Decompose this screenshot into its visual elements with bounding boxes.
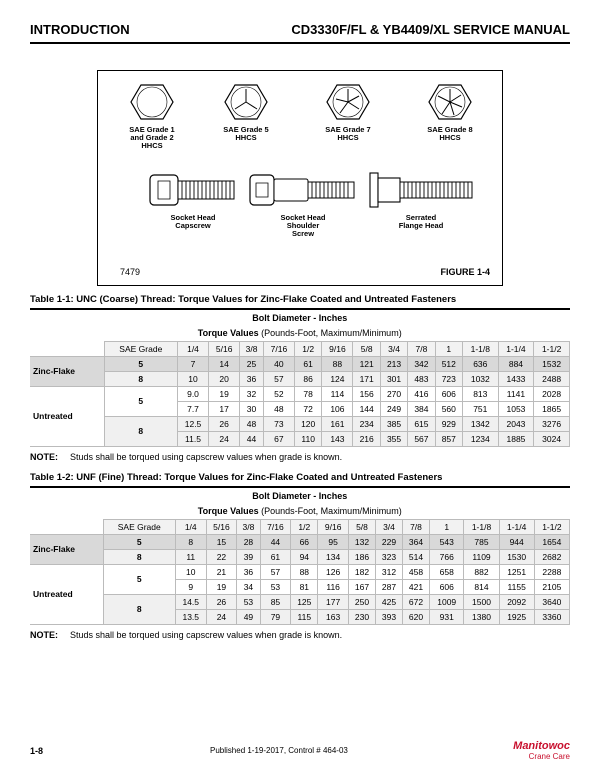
- torque-units: (Pounds-Foot, Maximum/Minimum): [258, 506, 402, 517]
- note-label: NOTE:: [30, 630, 58, 640]
- torque-cell: 2488: [534, 371, 570, 386]
- torque-cell: 44: [240, 431, 264, 446]
- torque-cell: 15: [206, 534, 237, 549]
- zinc-flake-row: [30, 534, 570, 549]
- torque-cell: 636: [462, 356, 498, 371]
- torque-cell: 161: [322, 416, 353, 431]
- torque-cell: 384: [408, 401, 435, 416]
- torque-cell: 121: [353, 356, 380, 371]
- torque-cell: 1032: [462, 371, 498, 386]
- untreated-row: [30, 564, 570, 579]
- torque-cell: 672: [403, 594, 430, 609]
- torque-cell: 1433: [498, 371, 534, 386]
- bolt-label: Socket Head Capscrew: [170, 213, 216, 230]
- size-header: 7/16: [260, 519, 291, 534]
- manual-title: CD3330F/FL & YB4409/XL SERVICE MANUAL: [291, 22, 570, 37]
- bolt-socket-head-capscrew: [148, 171, 238, 230]
- torque-cell: 216: [353, 431, 380, 446]
- size-header: 5/8: [353, 341, 380, 356]
- torque-cell: 751: [462, 401, 498, 416]
- torque-cell: 785: [464, 534, 499, 549]
- torque-cell: 48: [240, 416, 264, 431]
- torque-cell: 9: [175, 579, 206, 594]
- size-header: 5/16: [206, 519, 237, 534]
- torque-cell: 78: [294, 386, 321, 401]
- torque-cell: 543: [430, 534, 464, 549]
- size-header: 1: [435, 341, 462, 356]
- bolt-socket-head-shoulder-screw: [248, 171, 358, 238]
- torque-cell: 88: [291, 564, 318, 579]
- torque-cell: 52: [263, 386, 294, 401]
- torque-units: (Pounds-Foot, Maximum/Minimum): [258, 328, 402, 339]
- brand-name: Manitowoc: [513, 740, 570, 752]
- torque-cell: 355: [380, 431, 407, 446]
- figure-number: 7479: [120, 267, 141, 277]
- torque-cell: 61: [260, 549, 291, 564]
- torque-cell: 134: [318, 549, 349, 564]
- size-header: 7/8: [408, 341, 435, 356]
- torque-cell: 393: [376, 609, 403, 624]
- torque-cell: 81: [291, 579, 318, 594]
- socket-head-capscrew-icon: [148, 171, 238, 209]
- torque-cell: 115: [291, 609, 318, 624]
- grade-cell: 8: [104, 416, 177, 446]
- note-label: NOTE:: [30, 452, 58, 462]
- torque-cell: 20: [209, 371, 240, 386]
- torque-cell: 230: [349, 609, 376, 624]
- torque-cell: 1342: [462, 416, 498, 431]
- torque-values-caption: [30, 504, 570, 519]
- torque-cell: 120: [294, 416, 321, 431]
- torque-cell: 14: [209, 356, 240, 371]
- bolt-grade-8: [410, 83, 490, 142]
- torque-cell: 144: [353, 401, 380, 416]
- untreated-row: [30, 594, 570, 609]
- torque-values-row: [30, 504, 570, 519]
- torque-cell: 12.5: [177, 416, 208, 431]
- torque-cell: 615: [408, 416, 435, 431]
- size-header: 3/8: [237, 519, 260, 534]
- hex-bolt-grade-8-icon: [428, 83, 472, 121]
- torque-cell: 57: [260, 564, 291, 579]
- torque-cell: 94: [291, 549, 318, 564]
- torque-values-row: [30, 326, 570, 341]
- torque-cell: 61: [294, 356, 321, 371]
- torque-cell: 30: [240, 401, 264, 416]
- torque-cell: 270: [380, 386, 407, 401]
- torque-cell: 110: [294, 431, 321, 446]
- bolt-diameter-label: Bolt Diameter - Inches: [30, 309, 570, 326]
- torque-cell: 26: [206, 594, 237, 609]
- torque-cell: 813: [462, 386, 498, 401]
- bolt-diameter-row: [30, 309, 570, 326]
- torque-cell: 171: [353, 371, 380, 386]
- torque-cell: 606: [435, 386, 462, 401]
- torque-cell: 1530: [499, 549, 534, 564]
- bolt-label: SAE Grade 1 and Grade 2 HHCS: [129, 125, 175, 150]
- size-header: 1: [430, 519, 464, 534]
- torque-cell: 2092: [499, 594, 534, 609]
- torque-cell: 882: [464, 564, 499, 579]
- table1-unc-torque: [30, 308, 570, 447]
- torque-cell: 177: [318, 594, 349, 609]
- bolt-diameter-row: [30, 487, 570, 504]
- table2-note: [30, 630, 342, 640]
- size-header: 1-1/4: [499, 519, 534, 534]
- torque-cell: 28: [237, 534, 260, 549]
- table2-unf-torque: [30, 486, 570, 625]
- torque-cell: 1141: [498, 386, 534, 401]
- size-header: 9/16: [322, 341, 353, 356]
- torque-cell: 1925: [499, 609, 534, 624]
- hex-bolt-plain-icon: [130, 83, 174, 121]
- torque-cell: 88: [322, 356, 353, 371]
- size-header: 1-1/4: [498, 341, 534, 356]
- torque-cell: 342: [408, 356, 435, 371]
- grade-cell: 5: [104, 356, 177, 371]
- torque-cell: 814: [464, 579, 499, 594]
- torque-cell: 34: [237, 579, 260, 594]
- untreated-row: [30, 416, 570, 431]
- brand-subtitle: Crane Care: [528, 752, 570, 761]
- corner-cell: [30, 519, 103, 534]
- torque-cell: 560: [435, 401, 462, 416]
- torque-cell: 40: [263, 356, 294, 371]
- torque-cell: 124: [322, 371, 353, 386]
- torque-cell: 234: [353, 416, 380, 431]
- size-header: 3/4: [376, 519, 403, 534]
- size-header-row: [30, 341, 570, 356]
- size-header: 1-1/8: [464, 519, 499, 534]
- torque-cell: 3024: [534, 431, 570, 446]
- torque-cell: 8: [175, 534, 206, 549]
- torque-cell: 32: [240, 386, 264, 401]
- torque-cell: 57: [263, 371, 294, 386]
- torque-cell: 73: [263, 416, 294, 431]
- page-footer: [30, 740, 570, 764]
- torque-cell: 19: [209, 386, 240, 401]
- torque-cell: 2105: [534, 579, 569, 594]
- zinc-flake-label: Zinc-Flake: [30, 534, 103, 564]
- untreated-label: Untreated: [30, 564, 103, 624]
- published-info: Published 1-19-2017, Control # 464-03: [210, 746, 348, 755]
- torque-cell: 106: [322, 401, 353, 416]
- size-header: 5/16: [209, 341, 240, 356]
- bolt-label: SAE Grade 7 HHCS: [325, 125, 371, 142]
- torque-cell: 606: [430, 579, 464, 594]
- torque-cell: 929: [435, 416, 462, 431]
- torque-cell: 163: [318, 609, 349, 624]
- torque-cell: 1053: [498, 401, 534, 416]
- torque-label: Torque Values: [197, 328, 259, 339]
- torque-cell: 79: [260, 609, 291, 624]
- grade-cell: 5: [104, 386, 177, 416]
- torque-cell: 249: [380, 401, 407, 416]
- torque-cell: 156: [353, 386, 380, 401]
- untreated-row: [30, 386, 570, 401]
- torque-cell: 1234: [462, 431, 498, 446]
- torque-cell: 10: [175, 564, 206, 579]
- brand-logo: [513, 740, 570, 761]
- torque-values-caption: [30, 326, 570, 341]
- untreated-label: Untreated: [30, 386, 104, 446]
- torque-cell: 2028: [534, 386, 570, 401]
- bolt-label: Serrated Flange Head: [398, 213, 444, 230]
- torque-cell: 458: [403, 564, 430, 579]
- zinc-flake-row: [30, 549, 570, 564]
- torque-cell: 22: [206, 549, 237, 564]
- bolt-label: SAE Grade 5 HHCS: [223, 125, 269, 142]
- torque-cell: 2043: [498, 416, 534, 431]
- torque-cell: 143: [322, 431, 353, 446]
- torque-cell: 11: [175, 549, 206, 564]
- size-header: 1/2: [291, 519, 318, 534]
- torque-cell: 114: [322, 386, 353, 401]
- torque-cell: 287: [376, 579, 403, 594]
- torque-cell: 7.7: [177, 401, 208, 416]
- note-text: Studs shall be torqued using capscrew values when grade is known.: [70, 452, 343, 462]
- torque-cell: 658: [430, 564, 464, 579]
- torque-cell: 884: [498, 356, 534, 371]
- size-header: 1-1/2: [534, 519, 569, 534]
- torque-cell: 514: [403, 549, 430, 564]
- torque-cell: 3360: [534, 609, 569, 624]
- torque-cell: 2288: [534, 564, 569, 579]
- size-header: 5/8: [349, 519, 376, 534]
- bolt-serrated-flange-head: [366, 171, 476, 230]
- torque-cell: 67: [263, 431, 294, 446]
- size-header: 9/16: [318, 519, 349, 534]
- bolt-grade-1-2: [112, 83, 192, 150]
- figure-title: FIGURE 1-4: [440, 267, 490, 277]
- grade-cell: 5: [103, 564, 175, 594]
- torque-cell: 14.5: [175, 594, 206, 609]
- size-header: 1/4: [177, 341, 208, 356]
- torque-cell: 416: [408, 386, 435, 401]
- page-number: 1-8: [30, 746, 44, 756]
- zinc-flake-row: [30, 356, 570, 371]
- hex-bolt-grade-7-icon: [326, 83, 370, 121]
- torque-cell: 301: [380, 371, 407, 386]
- zinc-flake-row: [30, 371, 570, 386]
- torque-cell: 250: [349, 594, 376, 609]
- size-header: 1/2: [294, 341, 321, 356]
- torque-cell: 49: [237, 609, 260, 624]
- grade-cell: 8: [103, 594, 175, 624]
- torque-cell: 425: [376, 594, 403, 609]
- size-header: 3/4: [380, 341, 407, 356]
- size-header: 1/4: [175, 519, 206, 534]
- torque-cell: 7: [177, 356, 208, 371]
- table1-title: Table 1-1: UNC (Coarse) Thread: Torque Values for Zinc-Flake Coated and Untreated Fasteners: [30, 294, 457, 305]
- torque-cell: 1532: [534, 356, 570, 371]
- torque-cell: 512: [435, 356, 462, 371]
- torque-cell: 36: [240, 371, 264, 386]
- zinc-flake-label: Zinc-Flake: [30, 356, 104, 386]
- torque-cell: 1885: [498, 431, 534, 446]
- torque-cell: 3276: [534, 416, 570, 431]
- torque-cell: 39: [237, 549, 260, 564]
- torque-cell: 364: [403, 534, 430, 549]
- torque-cell: 11.5: [177, 431, 208, 446]
- bolt-diameter-label: Bolt Diameter - Inches: [30, 487, 570, 504]
- torque-cell: 3640: [534, 594, 569, 609]
- torque-cell: 1865: [534, 401, 570, 416]
- torque-cell: 24: [209, 431, 240, 446]
- torque-label: Torque Values: [197, 506, 259, 517]
- torque-cell: 186: [349, 549, 376, 564]
- fastener-figure: [97, 70, 503, 286]
- torque-cell: 24: [206, 609, 237, 624]
- torque-cell: 17: [209, 401, 240, 416]
- torque-cell: 132: [349, 534, 376, 549]
- torque-cell: 25: [240, 356, 264, 371]
- torque-cell: 567: [408, 431, 435, 446]
- grade-cell: 5: [103, 534, 175, 549]
- torque-cell: 421: [403, 579, 430, 594]
- grade-cell: 8: [103, 549, 175, 564]
- grade-header: SAE Grade: [104, 341, 177, 356]
- torque-cell: 66: [291, 534, 318, 549]
- torque-cell: 1009: [430, 594, 464, 609]
- torque-cell: 167: [349, 579, 376, 594]
- grade-header: SAE Grade: [103, 519, 175, 534]
- torque-cell: 72: [294, 401, 321, 416]
- torque-cell: 483: [408, 371, 435, 386]
- torque-cell: 125: [291, 594, 318, 609]
- size-header: 1-1/8: [462, 341, 498, 356]
- grade-cell: 8: [104, 371, 177, 386]
- page-header: [30, 22, 570, 44]
- size-header: 3/8: [240, 341, 264, 356]
- torque-cell: 1251: [499, 564, 534, 579]
- torque-cell: 766: [430, 549, 464, 564]
- table1-note: [30, 452, 342, 462]
- size-header: 1-1/2: [534, 341, 570, 356]
- torque-cell: 21: [206, 564, 237, 579]
- torque-cell: 9.0: [177, 386, 208, 401]
- bolt-label: Socket Head Shoulder Screw: [280, 213, 326, 238]
- torque-cell: 620: [403, 609, 430, 624]
- torque-cell: 931: [430, 609, 464, 624]
- torque-cell: 1155: [499, 579, 534, 594]
- torque-cell: 126: [318, 564, 349, 579]
- torque-cell: 13.5: [175, 609, 206, 624]
- bolt-label: SAE Grade 8 HHCS: [427, 125, 473, 142]
- torque-cell: 213: [380, 356, 407, 371]
- torque-cell: 85: [260, 594, 291, 609]
- torque-cell: 10: [177, 371, 208, 386]
- torque-cell: 116: [318, 579, 349, 594]
- torque-cell: 2682: [534, 549, 569, 564]
- torque-cell: 53: [260, 579, 291, 594]
- shoulder-screw-icon: [248, 171, 358, 209]
- corner-cell: [30, 341, 104, 356]
- torque-cell: 385: [380, 416, 407, 431]
- size-header: 7/8: [403, 519, 430, 534]
- torque-cell: 1380: [464, 609, 499, 624]
- table2-title: Table 1-2: UNF (Fine) Thread: Torque Values for Zinc-Flake Coated and Untreated Fasteners: [30, 472, 443, 483]
- torque-cell: 53: [237, 594, 260, 609]
- torque-cell: 19: [206, 579, 237, 594]
- torque-cell: 95: [318, 534, 349, 549]
- torque-cell: 723: [435, 371, 462, 386]
- torque-cell: 26: [209, 416, 240, 431]
- torque-cell: 229: [376, 534, 403, 549]
- section-title: INTRODUCTION: [30, 22, 130, 37]
- size-header-row: [30, 519, 570, 534]
- torque-cell: 1500: [464, 594, 499, 609]
- torque-cell: 182: [349, 564, 376, 579]
- torque-cell: 323: [376, 549, 403, 564]
- torque-cell: 312: [376, 564, 403, 579]
- torque-cell: 86: [294, 371, 321, 386]
- torque-cell: 36: [237, 564, 260, 579]
- serrated-flange-head-icon: [366, 171, 476, 209]
- torque-cell: 44: [260, 534, 291, 549]
- torque-cell: 1654: [534, 534, 569, 549]
- hex-bolt-grade-5-icon: [224, 83, 268, 121]
- torque-cell: 1109: [464, 549, 499, 564]
- torque-cell: 48: [263, 401, 294, 416]
- torque-cell: 944: [499, 534, 534, 549]
- note-text: Studs shall be torqued using capscrew values when grade is known.: [70, 630, 343, 640]
- bolt-grade-5: [206, 83, 286, 142]
- size-header: 7/16: [263, 341, 294, 356]
- bolt-grade-7: [308, 83, 388, 142]
- torque-cell: 857: [435, 431, 462, 446]
